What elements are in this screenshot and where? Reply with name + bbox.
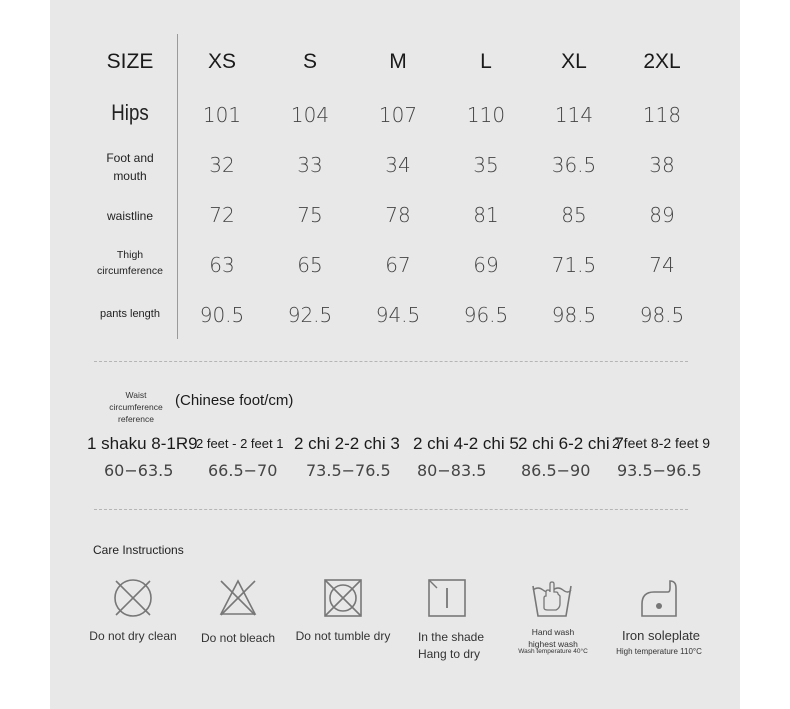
iron-icon: [638, 578, 678, 618]
row-label-hips: Hips: [111, 100, 149, 125]
table-cell: 67: [385, 253, 411, 277]
care-label-dry-clean: Do not dry clean: [89, 629, 177, 643]
table-cell: 65: [297, 253, 323, 277]
row-label-pants-length: pants length: [100, 308, 160, 320]
table-cell: 85: [561, 203, 587, 227]
no-tumble-dry-icon: [323, 578, 363, 618]
section-divider: [94, 509, 688, 510]
table-cell: 72: [209, 203, 235, 227]
table-cell: 96.5: [463, 303, 509, 327]
section-divider: [94, 361, 688, 362]
table-cell: 92.5: [287, 303, 333, 327]
care-label-hand-wash: Hand wash highest wash: [528, 627, 578, 649]
table-cell: 75: [297, 203, 323, 227]
table-cell: 36.5: [551, 153, 597, 177]
waist-unit-label: (Chinese foot/cm): [175, 392, 294, 409]
table-cell: 32: [209, 153, 235, 177]
waist-foot-4: 2 chi 4-2 chi 5: [413, 434, 519, 453]
table-cell: 34: [385, 153, 411, 177]
table-cell: 35: [473, 153, 499, 177]
line-dry-shade-icon: [427, 578, 467, 618]
table-cell: 118: [642, 103, 682, 127]
table-cell: 101: [202, 103, 242, 127]
no-bleach-icon: [218, 578, 258, 618]
waist-foot-3: 2 chi 2-2 chi 3: [294, 434, 400, 453]
waist-cm-2: 66.5−70: [208, 461, 278, 480]
row-label-thigh-circumference: Thigh circumference: [97, 249, 163, 277]
table-cell: 90.5: [199, 303, 245, 327]
size-header-l: L: [480, 50, 492, 73]
hand-wash-icon: [530, 578, 574, 618]
waist-foot-2: 2 feet - 2 feet 1: [196, 436, 284, 451]
table-cell: 33: [297, 153, 323, 177]
table-cell: 98.5: [551, 303, 597, 327]
care-label-shade: In the shade: [417, 630, 485, 644]
table-cell: 78: [385, 203, 411, 227]
size-header-2xl: 2XL: [643, 50, 681, 73]
table-cell: 98.5: [639, 303, 685, 327]
waist-reference-label: Waist circumference reference: [109, 390, 163, 424]
table-cell: 110: [466, 103, 506, 127]
size-header-m: M: [389, 50, 407, 73]
table-divider: [177, 34, 178, 339]
row-label-waistline: waistline: [106, 209, 154, 223]
table-cell: 38: [649, 153, 675, 177]
care-label-tumble-dry: Do not tumble dry: [295, 629, 391, 643]
waist-foot-6: 2 feet 8-2 feet 9: [612, 435, 711, 451]
care-label-hang: Hang to dry: [417, 647, 481, 661]
table-cell: 107: [378, 103, 418, 127]
waist-cm-5: 86.5−90: [521, 461, 591, 480]
care-label-wash-temp: Wash temperature 40°C: [518, 648, 588, 655]
table-cell: 89: [649, 203, 675, 227]
care-label-bleach: Do not bleach: [200, 631, 276, 645]
size-header-xs: XS: [207, 50, 236, 73]
table-cell: 104: [290, 103, 330, 127]
waist-cm-4: 80−83.5: [417, 461, 487, 480]
care-label-iron: Iron soleplate: [621, 628, 701, 643]
care-title: Care Instructions: [93, 543, 184, 557]
size-header-xl: XL: [561, 50, 587, 73]
table-cell: 94.5: [375, 303, 421, 327]
waist-cm-6: 93.5−96.5: [617, 461, 702, 480]
waist-cm-1: 60−63.5: [104, 461, 174, 480]
table-cell: 114: [554, 103, 594, 127]
table-cell: 69: [473, 253, 499, 277]
size-header-s: S: [302, 50, 317, 73]
table-cell: 81: [473, 203, 499, 227]
care-label-iron-temp: High temperature 110°C: [616, 647, 702, 656]
table-cell: 63: [209, 253, 235, 277]
row-label-foot-and-mouth: Foot and mouth: [106, 151, 154, 183]
table-cell: 71.5: [551, 253, 597, 277]
waist-foot-5: 2 chi 6-2 chi 7: [518, 434, 624, 453]
table-cell: 74: [649, 253, 675, 277]
waist-foot-1: 1 shaku 8-1R9: [87, 434, 198, 453]
size-header-label: SIZE: [106, 50, 154, 73]
no-dry-clean-icon: [113, 578, 153, 618]
waist-cm-3: 73.5−76.5: [306, 461, 391, 480]
